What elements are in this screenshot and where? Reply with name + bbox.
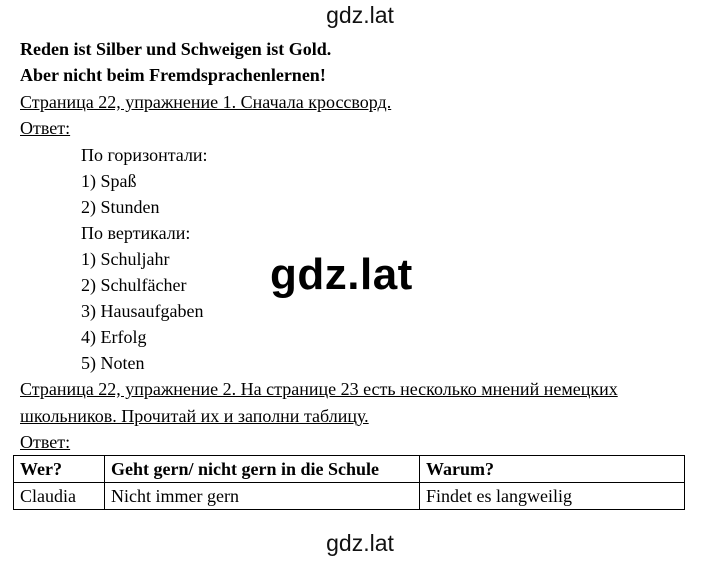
table-cell: Claudia xyxy=(14,483,105,510)
watermark-top: gdz.lat xyxy=(326,2,394,28)
vertical-item: 4) Erfolg xyxy=(81,327,147,347)
heading-line-1: Reden ist Silber und Schweigen ist Gold. xyxy=(20,39,332,59)
watermark-bottom: gdz.lat xyxy=(326,530,394,556)
horizontal-label: По горизонтали: xyxy=(81,145,208,165)
table-header-cell: Wer? xyxy=(14,456,105,483)
exercise1-title: Страница 22, упражнение 1. Сначала кроссворд. xyxy=(20,92,392,112)
table-header-cell: Warum? xyxy=(420,456,685,483)
table-header-cell: Geht gern/ nicht gern in die Schule xyxy=(105,456,420,483)
heading-line-2: Aber nicht beim Fremdsprachenlernen! xyxy=(20,65,326,85)
exercise1-answer-label: Ответ: xyxy=(20,118,71,138)
vertical-item: 2) Schulfächer xyxy=(81,275,187,295)
horizontal-item: 2) Stunden xyxy=(81,197,160,217)
answer-table xyxy=(13,455,685,510)
horizontal-item: 1) Spaß xyxy=(81,171,137,191)
exercise2-title-line-2: школьников. Прочитай их и заполни таблицу. xyxy=(20,406,369,426)
exercise2-answer-label: Ответ: xyxy=(20,432,71,452)
vertical-item: 1) Schuljahr xyxy=(81,249,170,269)
vertical-label: По вертикали: xyxy=(81,223,191,243)
table-cell: Nicht immer gern xyxy=(105,483,420,510)
table-cell: Findet es langweilig xyxy=(420,483,685,510)
vertical-item: 5) Noten xyxy=(81,353,145,373)
vertical-item: 3) Hausaufgaben xyxy=(81,301,204,321)
exercise2-title-line-1: Страница 22, упражнение 2. На странице 23 есть несколько мнений немецких xyxy=(20,379,618,399)
table-header-row xyxy=(14,456,685,483)
table-row xyxy=(14,483,685,510)
watermark-center: gdz.lat xyxy=(270,250,413,299)
